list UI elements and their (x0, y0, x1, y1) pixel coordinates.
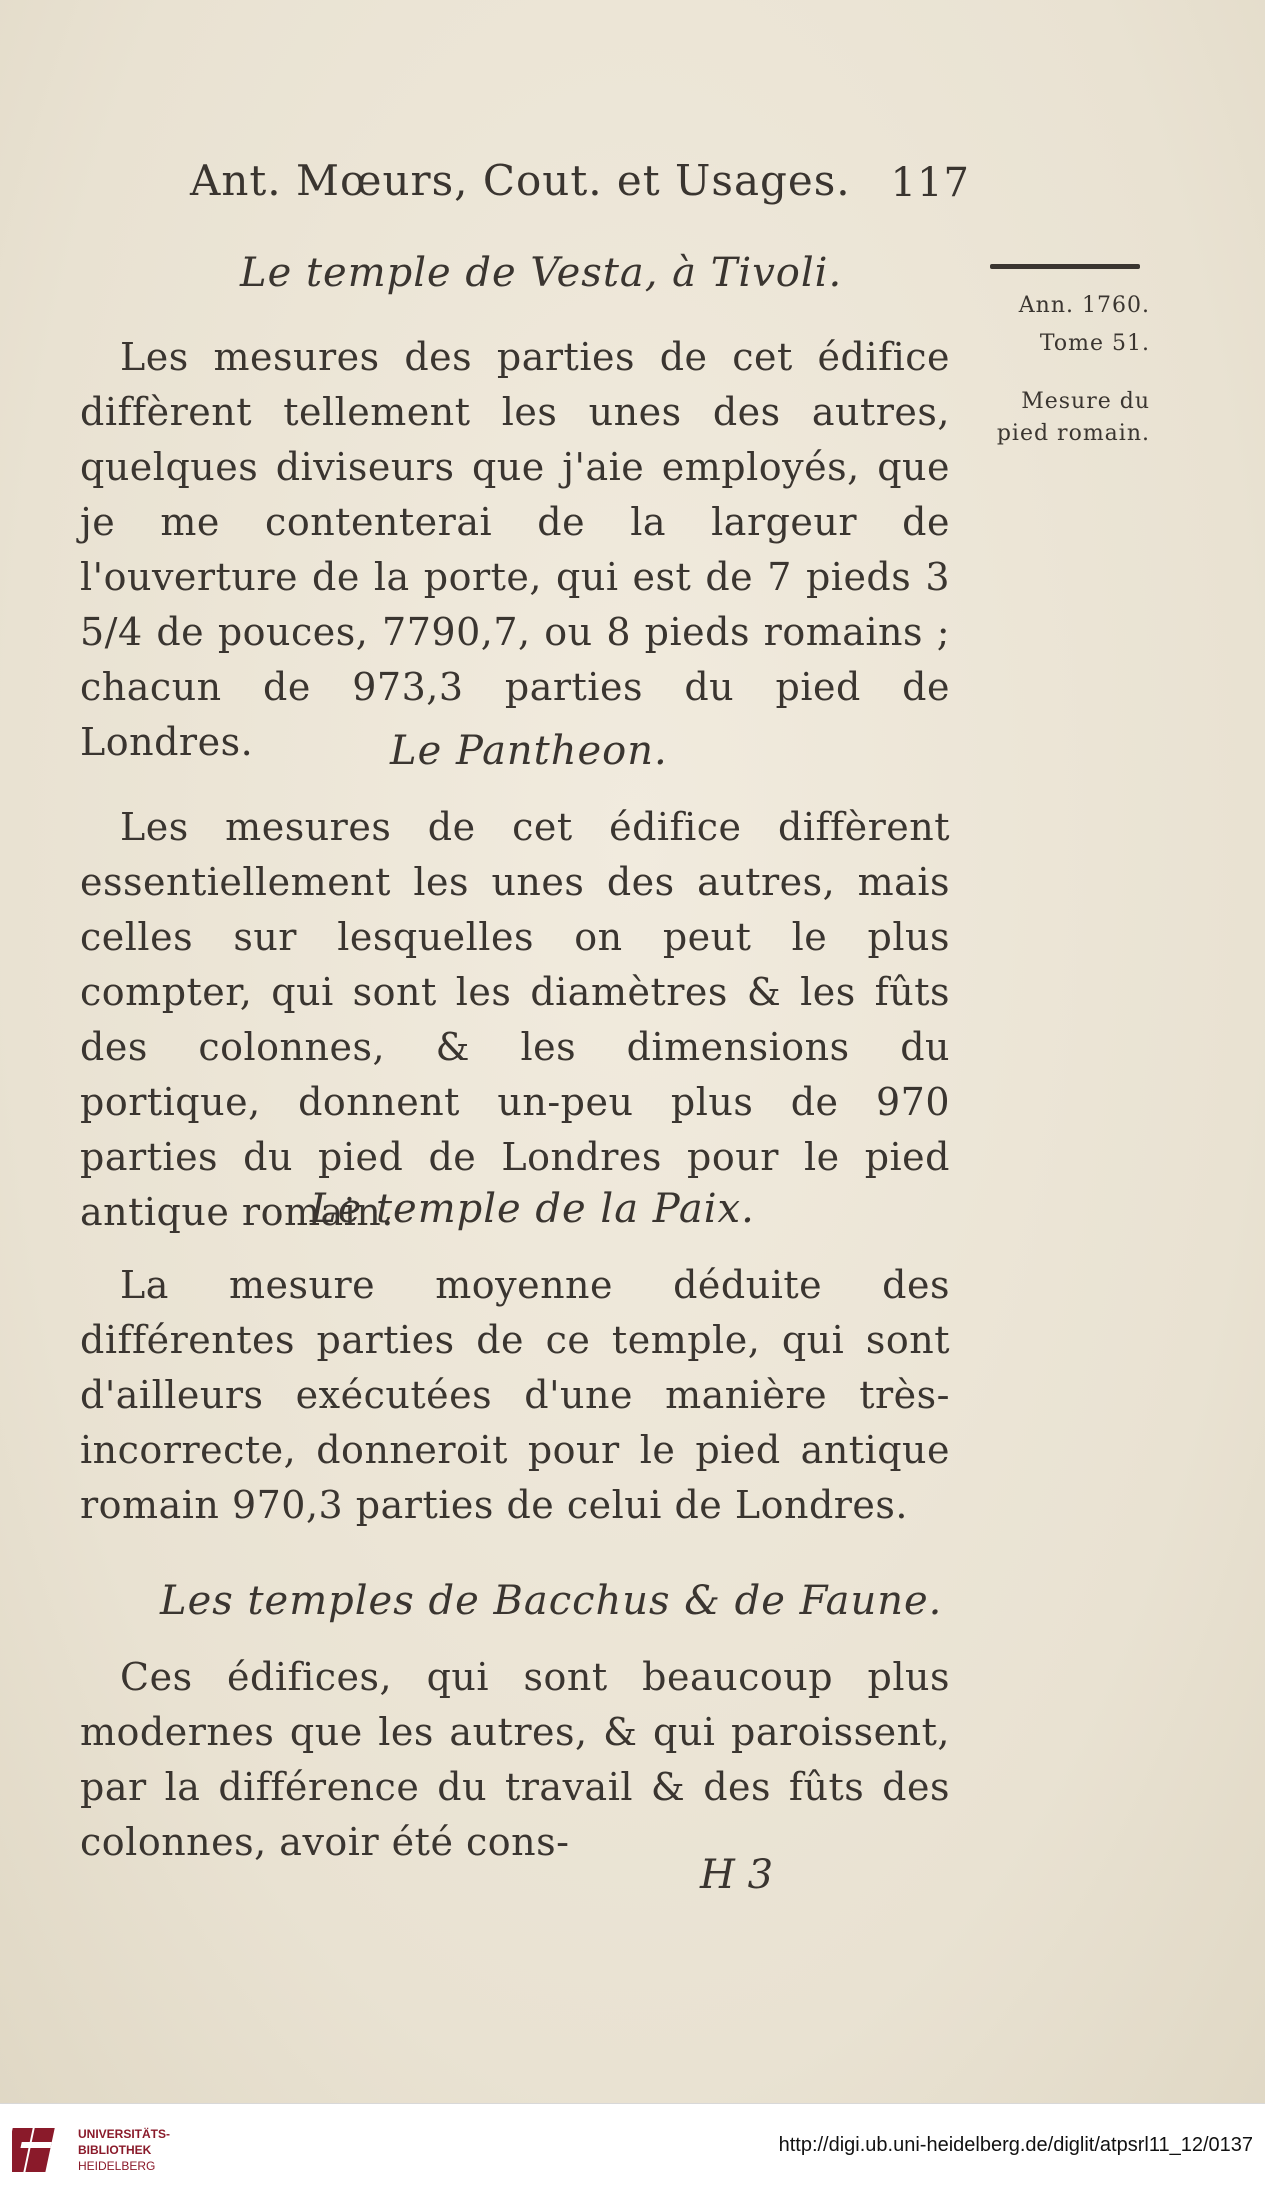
paragraph-pantheon (80, 800, 950, 1240)
paragraph-text: La mesure moyenne déduite des différentes parties de ce temple, qui sont d'ailleurs exécutées d'une manière très-incorrecte, donneroit pour le pied antique romain 970,3 parties de celui de Londres. (80, 1263, 950, 1527)
paragraph-vesta (80, 330, 950, 770)
paragraph-text: Les mesures des parties de cet édifice diffèrent tellement les unes des autres, quelques diviseurs que j'aie employés, que je me contenterai de la largeur de l'ouverture de la porte, qui est de 7 pieds 3 5/4 de pouces, 7790,7, ou 8 pieds romains ; chacun de 973,3 parties du pied de Londres. (80, 335, 950, 764)
viewer-footer (0, 2103, 1265, 2194)
margin-note-line1: Mesure du (1021, 389, 1150, 414)
catchword: H 3 (700, 1852, 774, 1898)
library-name[interactable] (78, 2126, 170, 2174)
section-title-vesta: Le temple de Vesta, à Tivoli. (240, 250, 843, 296)
margin-note-line2: pied romain. (996, 421, 1150, 446)
running-title: Ant. Mœurs, Cout. et Usages. (190, 156, 851, 205)
section-title-paix: Le temple de la Paix. (310, 1186, 755, 1232)
margin-rule (990, 264, 1140, 269)
margin-tome: Tome 51. (1039, 331, 1150, 356)
page-number: 117 (890, 160, 970, 206)
library-name-line3: HEIDELBERG (78, 2159, 156, 2173)
section-title-bacchus: Les temples de Bacchus & de Faune. (160, 1578, 943, 1624)
university-library-logo-icon[interactable] (12, 2122, 72, 2178)
margin-year: Ann. 1760. (1018, 293, 1150, 318)
paragraph-paix (80, 1258, 950, 1533)
paragraph-bacchus (80, 1650, 950, 1870)
section-title-pantheon: Le Pantheon. (390, 728, 668, 774)
library-name-line2: BIBLIOTHEK (78, 2143, 152, 2157)
source-url-link[interactable]: http://digi.ub.uni-heidelberg.de/diglit/atpsrl11_12/0137 (778, 2134, 1253, 2156)
running-header (190, 148, 970, 218)
library-name-line1: UNIVERSITÄTS- (78, 2127, 171, 2141)
paragraph-text: Les mesures de cet édifice diffèrent essentiellement les unes des autres, mais celles sur lesquelles on peut le plus compter, qui sont les diamètres & les fûts des colonnes, & les dimensions du portique, donnent un-peu plus de 970 parties du pied de Londres pour le pied antique romain. (80, 805, 950, 1234)
paragraph-text: Ces édifices, qui sont beaucoup plus modernes que les autres, & qui paroissent, par la différence du travail & des fûts des colonnes, avoir été cons- (80, 1655, 950, 1864)
